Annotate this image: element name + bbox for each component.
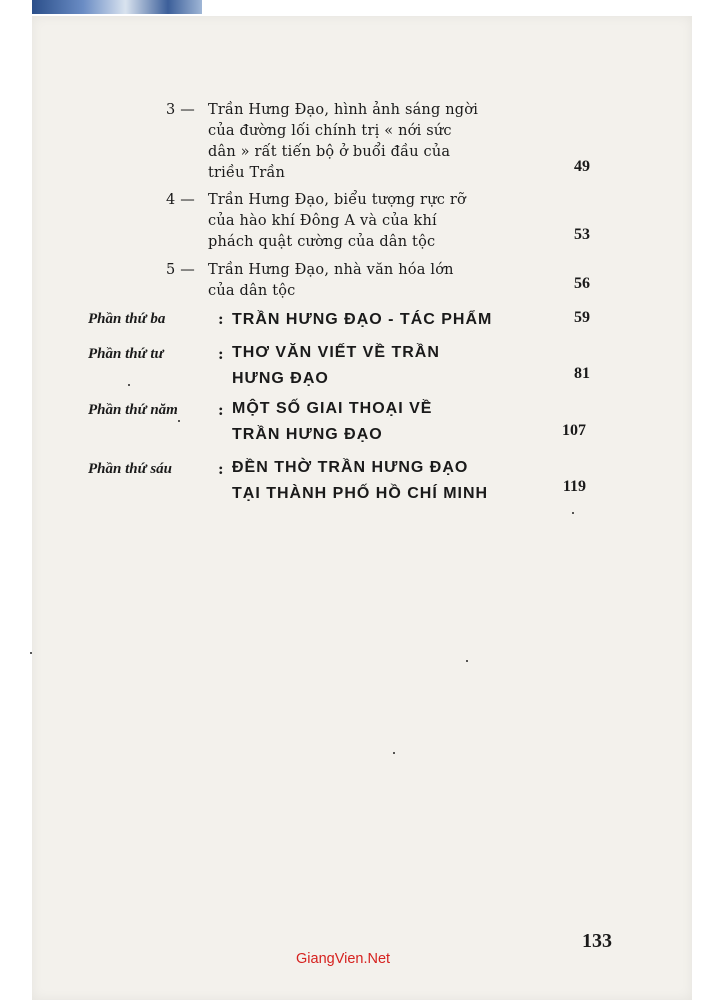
print-speck xyxy=(393,752,395,754)
part-title-line: HƯNG ĐẠO xyxy=(232,370,329,387)
part-title-line: TRẦN HƯNG ĐẠO xyxy=(232,426,383,443)
toc-subsection-4 xyxy=(166,190,526,253)
toc-subsection-5 xyxy=(166,260,526,302)
print-speck xyxy=(178,420,180,422)
part-title-line: TẠI THÀNH PHỐ HỒ CHÍ MINH xyxy=(232,485,489,502)
subsection-number: 3 — xyxy=(166,102,195,118)
toc-page-number: 49 xyxy=(574,158,590,175)
toc-subsection-3 xyxy=(166,100,526,184)
toc-page-number: 56 xyxy=(574,275,590,292)
subsection-line: Trần Hưng Đạo, biểu tượng rực rỡ xyxy=(208,192,466,208)
toc-page-number: 81 xyxy=(574,365,590,382)
part-label: Phần thứ sáu xyxy=(88,461,173,477)
part-title xyxy=(232,307,542,333)
watermark-text: GiangVien.Net xyxy=(296,951,391,967)
part-colon: : xyxy=(218,401,224,419)
subsection-line: Trần Hưng Đạo, hình ảnh sáng ngời xyxy=(208,102,479,118)
print-speck xyxy=(466,660,468,662)
subsection-line: dân » rất tiến bộ ở buổi đầu của xyxy=(208,144,451,160)
subsection-line: của hào khí Đông A và của khí xyxy=(208,213,437,229)
subsection-number: 4 — xyxy=(166,192,195,208)
print-speck xyxy=(30,652,32,654)
toc-page-number: 119 xyxy=(562,478,586,495)
part-title xyxy=(232,455,552,507)
part-title xyxy=(232,396,542,448)
part-title-line: TRẦN HƯNG ĐẠO - TÁC PHẨM xyxy=(232,311,493,328)
cover-edge-strip xyxy=(32,0,202,14)
toc-page-number: 107 xyxy=(562,422,586,439)
subsection-line: Trần Hưng Đạo, nhà văn hóa lớn xyxy=(208,262,454,278)
part-colon: : xyxy=(218,345,224,363)
part-colon: : xyxy=(218,460,224,478)
print-speck xyxy=(572,512,574,514)
part-label: Phần thứ tư xyxy=(88,346,164,362)
part-colon: : xyxy=(218,310,224,328)
subsection-line: của đường lối chính trị « nới sức xyxy=(208,123,452,139)
subsection-line: của dân tộc xyxy=(208,283,296,299)
part-title-line: ĐỀN THỜ TRẦN HƯNG ĐẠO xyxy=(232,459,469,476)
toc-page-number: 53 xyxy=(574,226,590,243)
print-speck xyxy=(128,384,130,386)
page-number: 133 xyxy=(582,930,612,952)
part-title-line: THƠ VĂN VIẾT VỀ TRẦN xyxy=(232,344,440,361)
subsection-line: phách quật cường của dân tộc xyxy=(208,234,436,250)
subsection-line: triều Trần xyxy=(208,165,286,181)
toc-page-number: 59 xyxy=(574,309,590,326)
part-label: Phần thứ ba xyxy=(88,311,166,327)
part-title xyxy=(232,340,542,392)
part-label: Phần thứ năm xyxy=(88,402,178,418)
part-title-line: MỘT SỐ GIAI THOẠI VỀ xyxy=(232,400,433,417)
subsection-number: 5 — xyxy=(166,262,195,278)
